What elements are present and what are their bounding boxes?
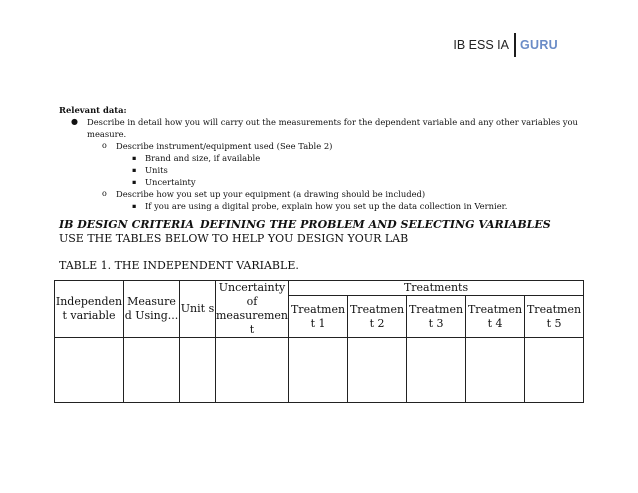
table-cell[interactable]: [55, 338, 124, 403]
header-divider: [514, 33, 516, 57]
table-cell[interactable]: [466, 338, 525, 403]
header-title: IB ESS IA: [453, 38, 509, 52]
list-item: [59, 188, 599, 200]
header-units: Unit s: [180, 281, 216, 338]
table-cell[interactable]: [216, 338, 289, 403]
list-item-text: If you are using a digital probe, explain how you set up the data collection in Vernier.: [145, 201, 508, 211]
bullet-icon: ▪: [132, 202, 137, 210]
list-item-text: Describe in detail how you will carry out the measurements for the dependent variable and any other variables you measure.: [87, 117, 578, 139]
list-item-text: Brand and size, if available: [145, 153, 261, 163]
bullet-icon: o: [102, 141, 107, 150]
bullet-icon: ▪: [132, 178, 137, 186]
list-item-text: Uncertainty: [145, 177, 196, 187]
header-treatment-4: Treatmen t 4: [466, 296, 525, 338]
page-header: [453, 33, 558, 57]
bullet-icon: ●: [71, 117, 78, 126]
header-treatment-2: Treatmen t 2: [348, 296, 407, 338]
list-item-text: Describe instrument/equipment used (See Table 2): [116, 141, 333, 151]
list-item: [59, 176, 599, 188]
instruction-text: USE THE TABLES BELOW TO HELP YOU DESIGN YOUR LAB: [59, 232, 409, 245]
list-item: [59, 116, 599, 140]
header-independent-variable: Independen t variable: [55, 281, 124, 338]
table-cell[interactable]: [180, 338, 216, 403]
table-cell[interactable]: [124, 338, 180, 403]
relevant-data-section: [59, 104, 599, 212]
guru-logo: GURU: [519, 38, 558, 52]
list-item: [59, 164, 599, 176]
header-treatment-3: Treatmen t 3: [407, 296, 466, 338]
table-title: TABLE 1. THE INDEPENDENT VARIABLE.: [59, 259, 299, 272]
list-item-text: Describe how you set up your equipment (a drawing should be included): [116, 189, 426, 199]
bullet-icon: o: [102, 189, 107, 198]
criteria-title: IB DESIGN CRITERIA: [59, 218, 194, 231]
table-cell[interactable]: [348, 338, 407, 403]
list-item: [59, 140, 599, 152]
table-cell[interactable]: [525, 338, 584, 403]
header-treatments: Treatments: [289, 281, 584, 296]
header-uncertainty: Uncertainty of measuremen t: [216, 281, 289, 336]
table-cell[interactable]: [289, 338, 348, 403]
table-cell[interactable]: [407, 338, 466, 403]
table-row: [55, 338, 584, 403]
list-item-text: Units: [145, 165, 168, 175]
list-item: [59, 200, 599, 212]
header-measured-using: Measure d Using...: [124, 281, 180, 338]
independent-variable-table: [54, 280, 584, 403]
bullet-icon: ▪: [132, 166, 137, 174]
relevant-data-title: Relevant data:: [59, 105, 127, 115]
header-treatment-1: Treatmen t 1: [289, 296, 348, 338]
criteria-heading: [59, 218, 551, 232]
list-item: [59, 152, 599, 164]
header-treatment-5: Treatmen t 5: [525, 296, 584, 338]
bullet-icon: ▪: [132, 154, 137, 162]
criteria-subtitle: DEFINING THE PROBLEM AND SELECTING VARIABLES: [200, 218, 551, 231]
